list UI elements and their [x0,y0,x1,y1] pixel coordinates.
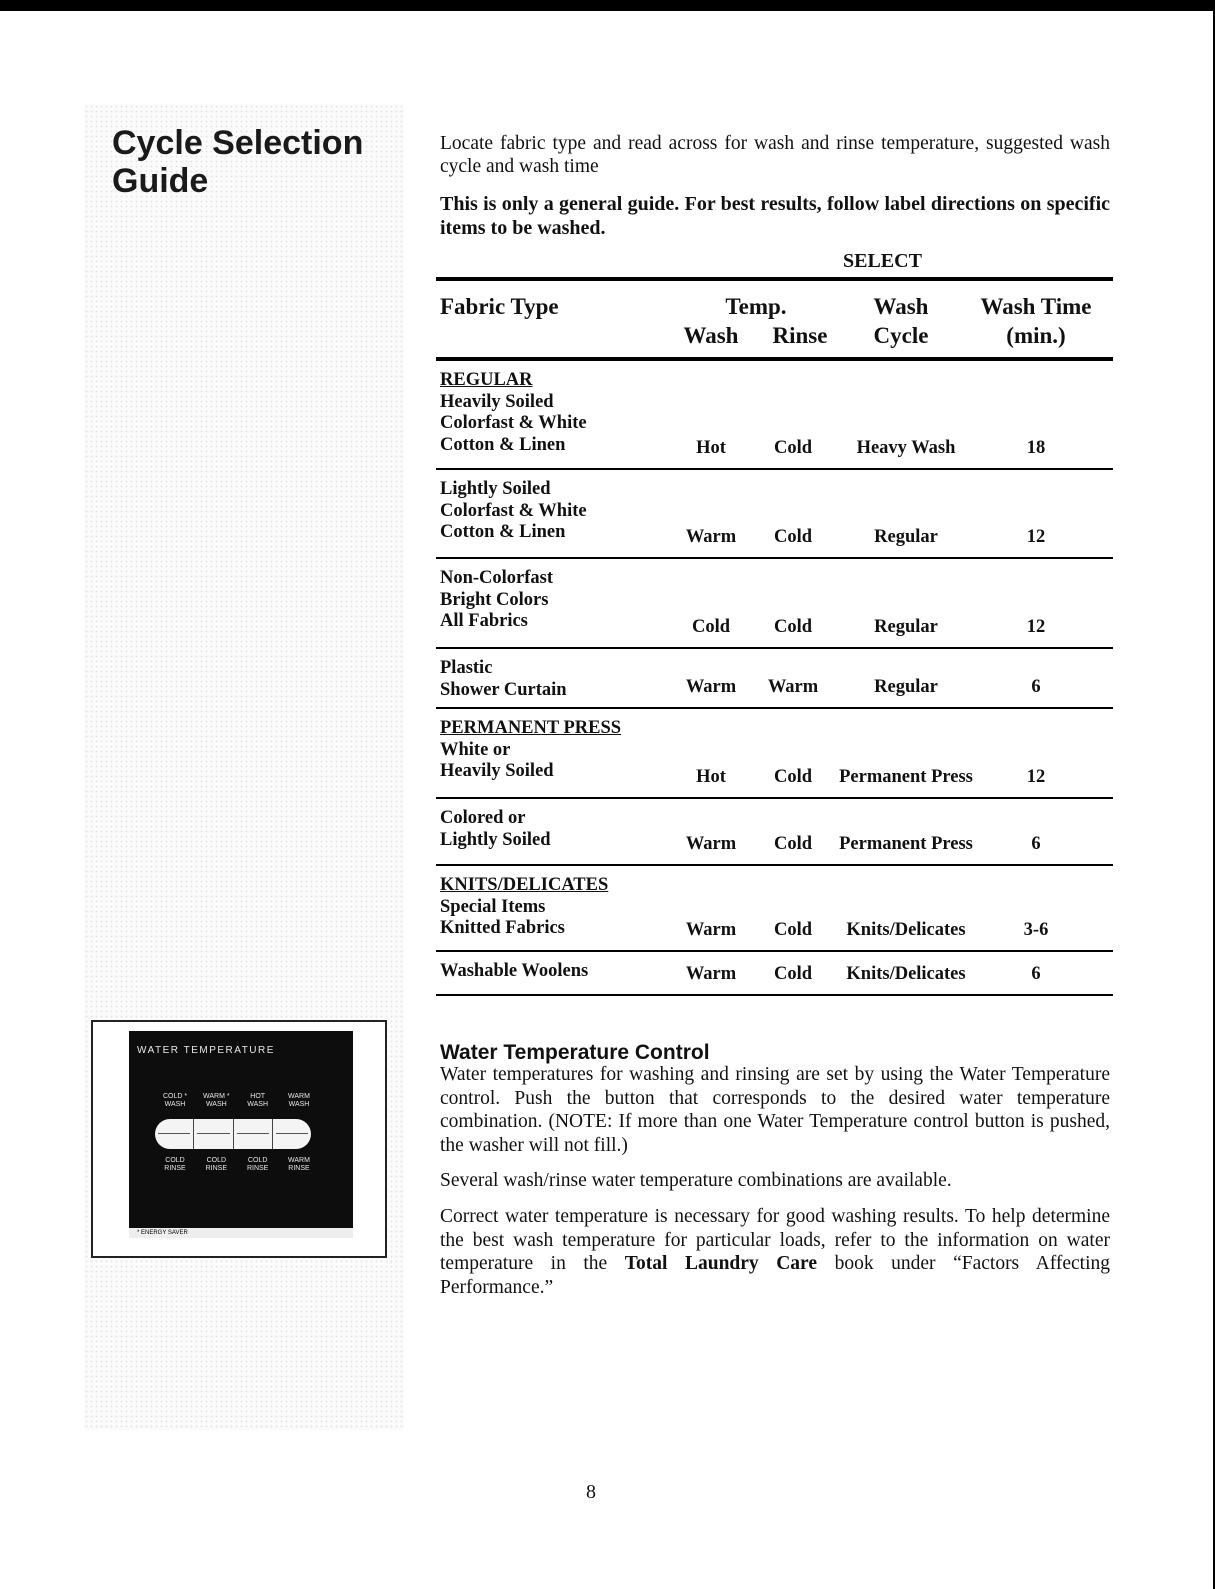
fabric-type-cell [440,875,608,940]
temperature-button-warm-warm[interactable] [273,1119,311,1149]
table-row [436,799,1113,864]
fabric-type-cell [440,479,587,544]
panel-rinse-label: COLD RINSE [205,1157,228,1172]
fabric-type-cell [440,808,551,851]
temperature-button-warm-wash[interactable] [194,1119,233,1149]
wash-time-cell: 12 [1026,616,1046,637]
table-header [436,281,1113,357]
fabric-group-label: KNITS/DELICATES [440,875,609,895]
wash-temp-cell: Hot [696,437,726,458]
rinse-temp-cell: Cold [773,833,813,854]
wash-time-cell: 12 [1026,526,1046,547]
intro-text: Locate fabric type and read across for wash and rinse temperature, suggested wash cycle and wash time [440,133,1110,177]
wash-time-cell: 18 [1026,437,1046,458]
wash-cycle-cell: Knits/Delicates [846,963,966,984]
table-row [436,559,1113,647]
wash-time-cell: 12 [1026,766,1046,787]
panel-rinse-labels [157,1157,317,1173]
fabric-type-text: Non-Colorfast Bright Colors All Fabrics [440,568,554,631]
table-body [436,361,1113,996]
wash-time-cell: 6 [1031,676,1041,697]
table-row [436,649,1113,707]
panel-wash-label: WARM WASH [288,1093,310,1108]
water-temp-paragraph: Several wash/rinse water temperature combinations are available. [440,1170,952,1191]
page-number: 8 [586,1481,596,1503]
guide-note: This is only a general guide. For best results, follow label directions on specific items to be washed. [440,193,1110,239]
table-row [436,952,1113,994]
energy-saver-note: * ENERGY SAVER [129,1228,353,1238]
fabric-type-text: Washable Woolens [440,961,589,981]
cycle-table [436,277,1113,996]
fabric-type-cell [440,961,588,983]
page-top-border [0,0,1215,11]
wash-temp-cell: Warm [685,919,737,940]
fabric-type-cell [440,658,567,701]
table-row [436,866,1113,950]
wash-temp-cell: Warm [685,676,737,697]
temperature-button-cold-wash[interactable] [155,1119,194,1149]
panel-title: WATER TEMPERATURE [137,1045,275,1056]
water-temp-paragraph: Water temperatures for washing and rinsing are set by using the Water Temperature control. Push the button that corresponds to the desired water temperature combination. (NOTE: If more than one Water Temperature control button is pushed, the washer will not fill.) [440,1064,1110,1156]
table-row [436,361,1113,468]
fabric-group-label: PERMANENT PRESS [440,718,622,738]
panel-wash-label: HOT WASH [247,1093,269,1108]
panel-wash-label: WARM * WASH [203,1093,230,1108]
wash-cycle-cell: Regular [874,616,938,637]
rinse-temp-cell: Warm [767,676,819,697]
page-title: Cycle Selection Guide [112,124,364,200]
fabric-type-text: Colored or Lightly Soiled [440,808,551,850]
wash-cycle-cell: Heavy Wash [856,437,956,458]
header-temp-wash: Wash [683,323,739,348]
wash-time-cell: 6 [1031,833,1041,854]
rinse-temp-cell: Cold [773,437,813,458]
fabric-type-text: Lightly Soiled Colorfast & White Cotton & Linen [440,479,587,542]
temperature-button-hot-wash[interactable] [234,1119,273,1149]
water-temp-paragraph [440,1205,1110,1299]
fabric-type-cell [440,718,621,783]
wash-time-cell: 6 [1031,963,1041,984]
fabric-type-text: Special Items Knitted Fabrics [440,896,565,938]
paragraph-text: Correct water temperature is necessary for good washing results. To help determine the best wash temperature for particular loads, refer to the information on water temperature in the [440,1206,1110,1274]
wash-temp-cell: Hot [696,766,726,787]
wash-time-cell: 3-6 [1023,919,1049,940]
fabric-type-text: White or Heavily Soiled [440,739,554,781]
panel-wash-label: COLD * WASH [162,1093,188,1108]
panel-wash-labels [157,1093,317,1109]
rinse-temp-cell: Cold [773,963,813,984]
header-fabric-type: Fabric Type [440,294,559,319]
row-divider [436,994,1113,996]
fabric-type-cell [440,568,553,633]
wash-temp-cell: Warm [685,833,737,854]
select-heading: SELECT [843,250,922,272]
panel-rinse-label: WARM RINSE [288,1157,310,1172]
wash-cycle-cell: Permanent Press [839,833,973,854]
section-title: Water Temperature Control [440,1041,710,1064]
rinse-temp-cell: Cold [773,616,813,637]
rinse-temp-cell: Cold [773,919,813,940]
temperature-button-bar [155,1119,311,1149]
water-temperature-panel [129,1031,353,1238]
wash-cycle-cell: Regular [874,676,938,697]
wash-temp-cell: Warm [685,963,737,984]
rinse-temp-cell: Cold [773,526,813,547]
header-temp-rinse: Rinse [772,323,828,348]
wash-temp-cell: Cold [691,616,731,637]
wash-cycle-cell: Permanent Press [839,766,973,787]
table-row [436,709,1113,797]
header-temp: Temp. [725,294,787,319]
rinse-temp-cell: Cold [773,766,813,787]
panel-rinse-label: COLD RINSE [246,1157,269,1172]
table-row [436,470,1113,557]
fabric-type-text: Heavily Soiled Colorfast & White Cotton & Linen [440,391,587,455]
wash-cycle-cell: Regular [874,526,938,547]
book-title: Total Laundry Care [624,1253,818,1274]
wash-cycle-cell: Knits/Delicates [846,919,966,940]
wash-temp-cell: Warm [685,526,737,547]
fabric-group-label: REGULAR [440,370,533,390]
fabric-type-text: Plastic Shower Curtain [440,658,567,700]
header-wash-cycle: Wash Cycle [873,294,929,348]
panel-rinse-label: COLD RINSE [164,1157,186,1172]
header-wash-time: Wash Time (min.) [980,294,1092,348]
paragraph-text: book under “Factors Affecting Performance.” [440,1253,1110,1298]
fabric-type-cell [440,370,587,456]
control-panel-illustration [91,1020,387,1258]
